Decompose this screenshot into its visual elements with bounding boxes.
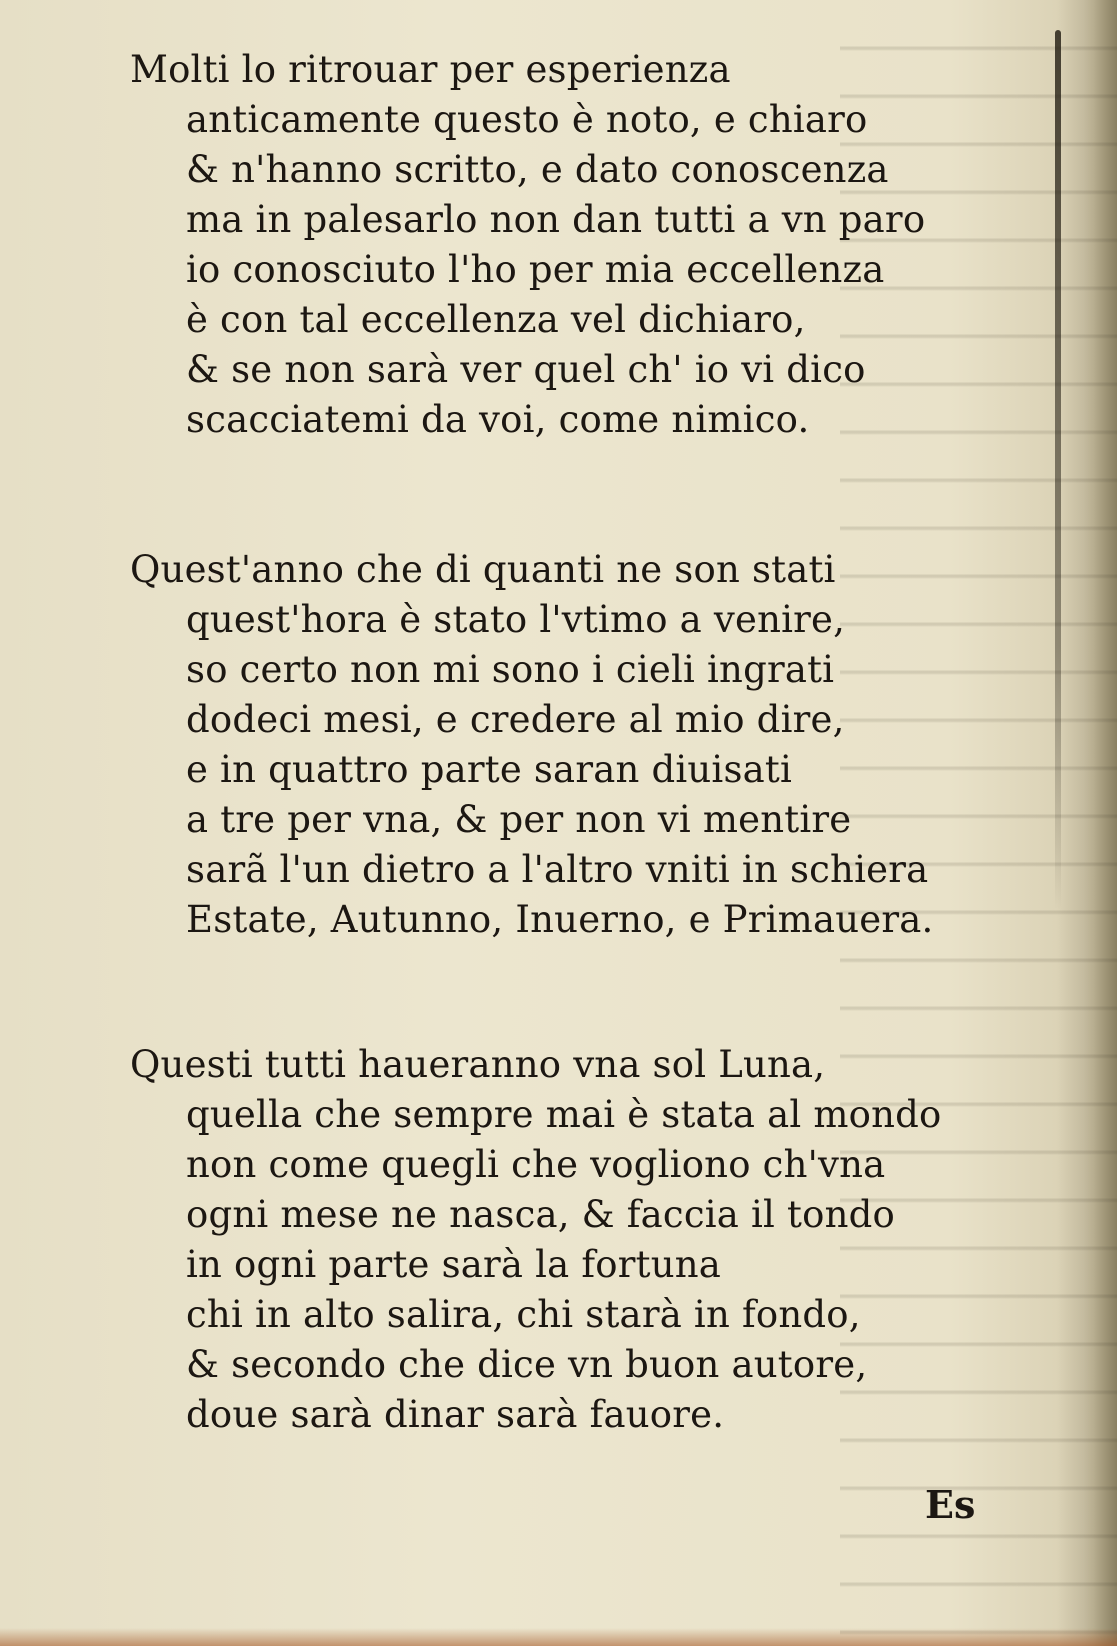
verse-line: anticamente questo è noto, e chiaro [186,98,868,141]
verse-line: quella che sempre mai è stata al mondo [186,1093,942,1136]
verse-line: ogni mese ne nasca, & faccia il tondo [186,1193,895,1236]
verse-line: sarã l'un dietro a l'altro vniti in schiera [186,848,929,891]
verse-line: chi in alto salira, chi starà in fondo, [186,1293,861,1336]
catchword: Es [925,1482,976,1527]
page-edge-shadow [1057,0,1117,1646]
verse-line: Questi tutti haueranno vna sol Luna, [130,1043,826,1086]
verse-line: & n'hanno scritto, e dato conoscenza [186,148,889,191]
stanza-1 [130,45,1030,445]
stanza-2 [130,545,1030,945]
verse-line: Estate, Autunno, Inuerno, e Primauera. [186,898,934,941]
verse-line: Quest'anno che di quanti ne son stati [130,548,836,591]
verse-line: dodeci mesi, e credere al mio dire, [186,698,845,741]
stanza-3 [130,1040,1030,1440]
verse-line: in ogni parte sarà la fortuna [186,1243,722,1286]
verse-line: è con tal eccellenza vel dichiaro, [186,298,806,341]
verse-line: e in quattro parte saran diuisati [186,748,792,791]
verse-line: ma in palesarlo non dan tutti a vn paro [186,198,926,241]
page-bottom-edge [0,1628,1117,1646]
verse-line: a tre per vna, & per non vi mentire [186,798,852,841]
verse-line: so certo non mi sono i cieli ingrati [186,648,835,691]
verse-line: quest'hora è stato l'vtimo a venire, [186,598,846,641]
binding-edge [1055,30,1061,910]
verse-line: scacciatemi da voi, come nimico. [186,398,810,441]
verse-line: io conosciuto l'ho per mia eccellenza [186,248,885,291]
verse-line: doue sarà dinar sarà fauore. [186,1393,725,1436]
verse-line: & secondo che dice vn buon autore, [186,1343,868,1386]
verse-line: & se non sarà ver quel ch' io vi dico [186,348,866,391]
verse-line: Molti lo ritrouar per esperienza [130,48,731,91]
verse-line: non come quegli che vogliono ch'vna [186,1143,886,1186]
